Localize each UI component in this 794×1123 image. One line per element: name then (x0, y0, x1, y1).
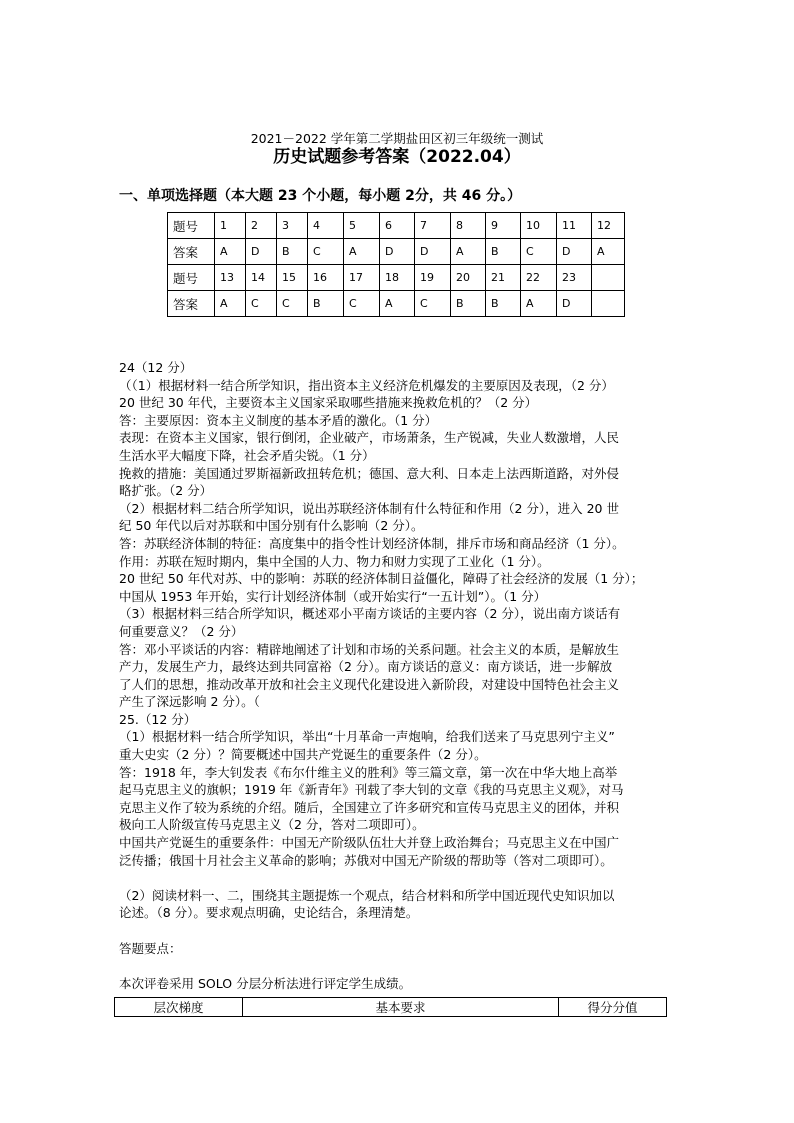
table-cell: D (415, 239, 451, 265)
table-cell: 20 (451, 265, 486, 291)
answer-body-text (119, 359, 687, 992)
table-cell: 1 (215, 213, 246, 239)
table-cell: A (344, 239, 380, 265)
table-cell: D (380, 239, 415, 265)
solo-scoring-table (114, 997, 667, 1017)
text-line: 24（12 分） (119, 360, 193, 375)
text-line: 论述。（8 分）。要求观点明确，史论结合，条理清楚。 (119, 905, 419, 921)
text-line: 泛传播；俄国十月社会主义革命的影响；苏俄对中国无产阶级的帮助等（答对二项即可）。 (119, 852, 613, 868)
text-line: 克思主义作了较为系统的介绍。随后，全国建立了许多研究和宣传马克思主义的团体，并积 (119, 799, 620, 815)
text-line: 中国共产党诞生的重要条件：中国无产阶级队伍壮大并登上政治舞台；马克思主义在中国广 (119, 835, 620, 851)
text-line: 极向工人阶级宣传马克思主义（2 分，答对二项即可）。 (119, 817, 425, 833)
table-cell: A (521, 291, 557, 317)
text-line: （3）根据材料三结合所学知识，概述邓小平南方谈话的主要内容（2 分），说出南方谈话有 (119, 606, 621, 622)
text-line: 中国从 1953 年开始，实行计划经济体制（或开始实行“一五计划”）。（1 分） (119, 588, 547, 604)
table-cell: C (308, 239, 344, 265)
table-cell: A (592, 239, 625, 265)
table-cell: 2 (246, 213, 277, 239)
text-line: 答题要点： (119, 940, 182, 956)
text-line: 答：邓小平谈话的内容：精辟地阐述了计划和市场的关系问题。社会主义的本质，是解放生 (119, 641, 620, 657)
text-line: 产力，发展生产力，最终达到共同富裕（2 分）。南方谈话的意义：南方谈话，进一步解放 (119, 659, 613, 675)
table-cell: 15 (277, 265, 308, 291)
table-cell: C (344, 291, 380, 317)
table-cell (592, 291, 625, 317)
solo-header-level: 层次梯度 (115, 998, 243, 1017)
table-cell: 5 (344, 213, 380, 239)
text-line: 何重要意义？（2 分） (119, 623, 244, 639)
text-line: 20 世纪 50 年代对苏、中的影响：苏联的经济体制日益僵化，障碍了社会经济的发展（1 分）； (119, 571, 644, 587)
table-cell: 12 (592, 213, 625, 239)
solo-table-header-row (115, 998, 667, 1017)
table-cell: 22 (521, 265, 557, 291)
solo-header-requirement: 基本要求 (243, 998, 559, 1017)
exam-subtitle: 2021－2022 学年第二学期盐田区初三年级统一测试 (250, 131, 544, 146)
table-cell: D (557, 239, 592, 265)
table-cell: C (246, 291, 277, 317)
table-cell: 9 (486, 213, 521, 239)
table-cell (592, 265, 625, 291)
table-cell: 10 (521, 213, 557, 239)
table-row (168, 265, 625, 291)
table-cell: 7 (415, 213, 451, 239)
text-line: （（1）根据材料一结合所学知识，指出资本主义经济危机爆发的主要原因及表现，（2 分） (119, 377, 614, 393)
table-cell: 14 (246, 265, 277, 291)
text-line: 答：苏联经济体制的特征：高度集中的指令性计划经济体制，排斥市场和商品经济（1 分）。 (119, 535, 625, 551)
text-line: 20 世纪 30 年代，主要资本主义国家采取哪些措施来挽救危机的？（2 分） (119, 395, 538, 411)
table-cell: 11 (557, 213, 592, 239)
table-cell: 3 (277, 213, 308, 239)
table-row (168, 213, 625, 239)
table-cell: C (521, 239, 557, 265)
text-line: 答：1918 年，李大钊发表《布尔什维主义的胜利》等三篇文章，第一次在中华大地上高举 (119, 764, 618, 780)
text-line: （2）阅读材料一、二，围绕其主题提炼一个观点，结合材料和所学中国近现代史知识加以 (119, 887, 615, 903)
answer-key-table (167, 212, 625, 317)
table-cell: C (415, 291, 451, 317)
text-line: 了人们的思想，推动改革开放和社会主义现代化建设进入新阶段，对建设中国特色社会主义 (119, 676, 620, 692)
text-line: 25.（12 分） (119, 711, 197, 727)
table-cell: 19 (415, 265, 451, 291)
text-line: 产生了深远影响 2 分）。（ (119, 694, 260, 710)
text-line: 起马克思主义的旗帜；1919 年《新青年》刊载了李大钊的文章《我的马克思主义观》，对马 (119, 782, 624, 798)
text-line: 本次评卷采用 SOLO 分层分析法进行评定学生成绩。 (119, 975, 412, 991)
table-cell: B (486, 239, 521, 265)
text-line: （2）根据材料二结合所学知识，说出苏联经济体制有什么特征和作用（2 分），进入 20 世 (119, 500, 619, 516)
table-cell: D (246, 239, 277, 265)
table-cell: 16 (308, 265, 344, 291)
blank-line (119, 957, 687, 975)
row-label: 题号 (168, 213, 215, 239)
table-cell: 23 (557, 265, 592, 291)
table-cell: 6 (380, 213, 415, 239)
table-row (168, 239, 625, 265)
section-heading-multiple-choice: 一、单项选择题（本大题 23 个小题，每小题 2分，共 46 分。） (119, 188, 522, 204)
table-cell: C (277, 291, 308, 317)
table-cell: 4 (308, 213, 344, 239)
solo-header-score: 得分分值 (559, 998, 667, 1017)
row-label: 答案 (168, 291, 215, 317)
text-line: 重大史实（2 分）？简要概述中国共产党诞生的重要条件（2 分）。 (119, 747, 487, 763)
row-label: 题号 (168, 265, 215, 291)
table-cell: 18 (380, 265, 415, 291)
page-title: 历史试题参考答案（2022.04） (273, 147, 521, 167)
table-cell: B (277, 239, 308, 265)
text-line: 略扩张。（2 分） (119, 483, 213, 499)
blank-line (119, 922, 687, 940)
table-row (168, 291, 625, 317)
text-line: 答：主要原因：资本主义制度的基本矛盾的激化。（1 分） (119, 412, 438, 428)
text-line: 表现：在资本主义国家，银行倒闭，企业破产，市场萧条，生产锐减，失业人数激增，人民 (119, 430, 620, 446)
table-cell: B (308, 291, 344, 317)
row-label: 答案 (168, 239, 215, 265)
text-line: 生活水平大幅度下降，社会矛盾尖锐。（1 分） (119, 447, 375, 463)
table-cell: B (486, 291, 521, 317)
text-line: 挽救的措施：美国通过罗斯福新政扭转危机；德国、意大利、日本走上法西斯道路，对外侵 (119, 465, 620, 481)
table-cell: D (557, 291, 592, 317)
table-cell: 21 (486, 265, 521, 291)
blank-line (119, 869, 687, 887)
table-cell: 13 (215, 265, 246, 291)
table-cell: A (380, 291, 415, 317)
table-cell: B (451, 291, 486, 317)
table-cell: 8 (451, 213, 486, 239)
table-cell: A (215, 291, 246, 317)
table-cell: A (451, 239, 486, 265)
text-line: 纪 50 年代以后对苏联和中国分别有什么影响（2 分）。 (119, 518, 424, 534)
text-line: 作用：苏联在短时期内，集中全国的人力、物力和财力实现了工业化（1 分）。 (119, 553, 550, 569)
text-line: （1）根据材料一结合所学知识，举出“十月革命一声炮响，给我们送来了马克思列宁主义” (119, 729, 615, 745)
table-cell: A (215, 239, 246, 265)
table-cell: 17 (344, 265, 380, 291)
